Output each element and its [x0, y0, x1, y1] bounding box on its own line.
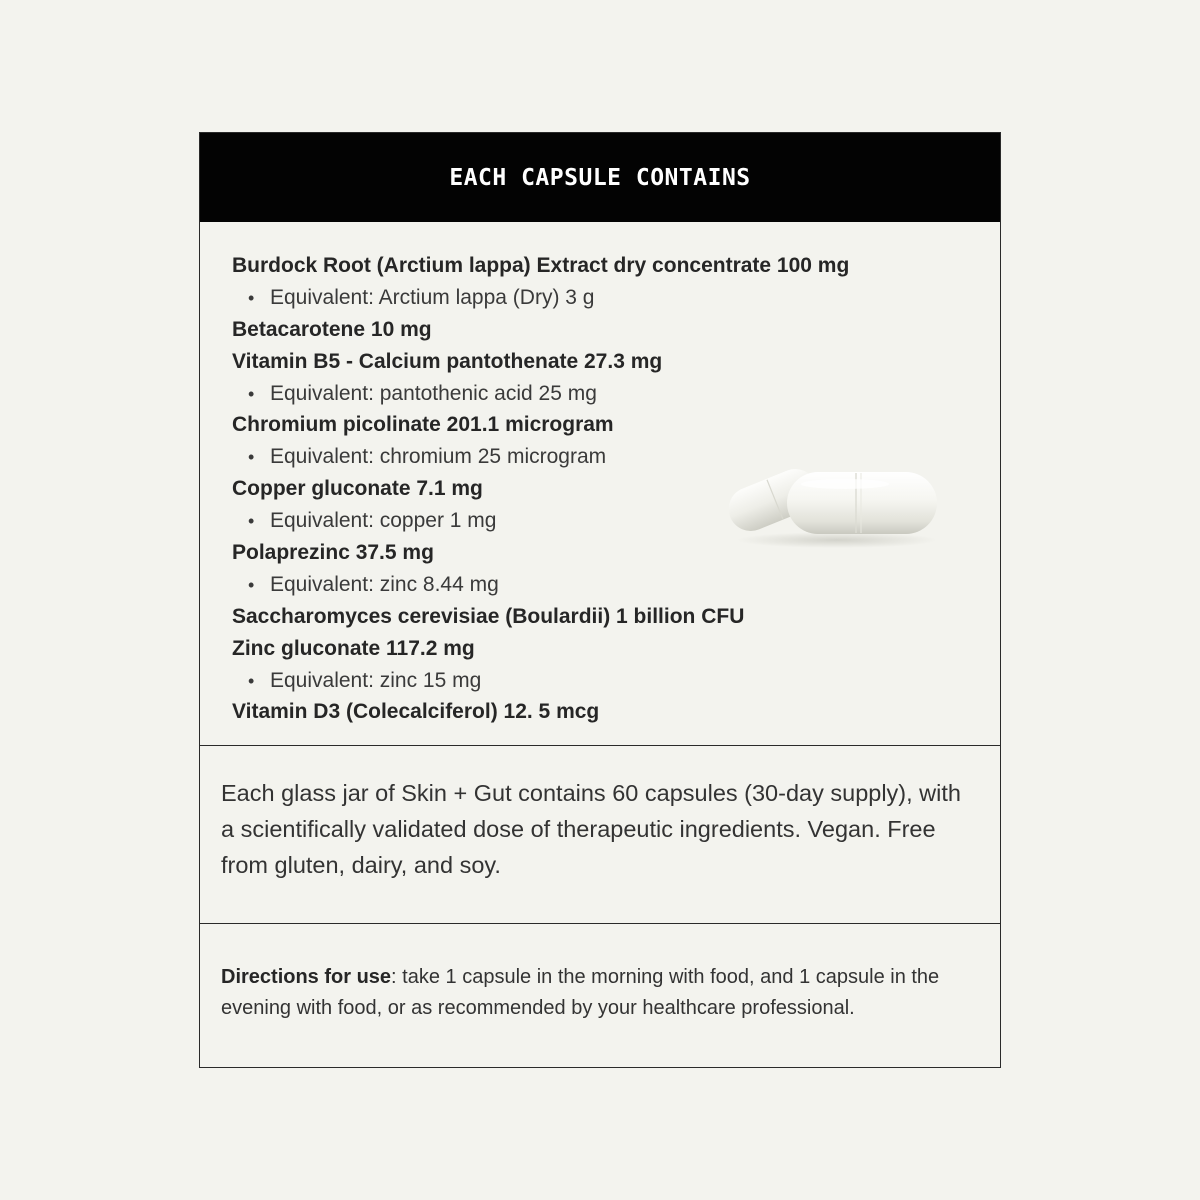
ingredient-text: Chromium picolinate 201.1 microgram [232, 413, 614, 437]
supply-section [200, 746, 1000, 924]
bullet-icon: • [248, 383, 255, 404]
bullet-icon: • [248, 511, 255, 532]
ingredient-equivalent-item [232, 569, 1000, 601]
bullet-icon: • [248, 670, 255, 691]
ingredient-equivalent-item [232, 378, 1000, 410]
ingredient-text: Zinc gluconate 117.2 mg [232, 636, 475, 660]
ingredient-text: Vitamin B5 - Calcium pantothenate 27.3 mg [232, 349, 663, 373]
ingredient-equivalent-text: Equivalent: zinc 15 mg [270, 668, 482, 692]
directions-paragraph [221, 962, 980, 1024]
ingredients-section [200, 222, 1000, 746]
ingredient-equivalent-text: Equivalent: copper 1 mg [270, 509, 497, 533]
ingredient-item [232, 696, 1000, 728]
ingredient-text: Burdock Root (Arctium lappa) Extract dry concentrate 100 mg [232, 254, 850, 277]
ingredient-equivalent-text: Equivalent: zinc 8.44 mg [270, 572, 499, 596]
ingredient-text: Saccharomyces cerevisiae (Boulardii) 1 billion CFU [232, 604, 745, 628]
ingredient-equivalent-text: Equivalent: pantothenic acid 25 mg [270, 381, 597, 405]
ingredient-item [232, 346, 1000, 378]
card-header [200, 133, 1000, 222]
capsule-photo-icon [725, 460, 940, 550]
directions-label: Directions for use [221, 966, 392, 988]
supplement-facts-card [199, 132, 1001, 1068]
directions-section [200, 924, 1000, 1024]
ingredient-text: Vitamin D3 (Colecalciferol) 12. 5 mcg [232, 700, 600, 724]
ingredient-item [232, 633, 1000, 665]
ingredient-text: Betacarotene 10 mg [232, 317, 432, 341]
ingredient-equivalent-text: Equivalent: Arctium lappa (Dry) 3 g [270, 285, 595, 309]
ingredient-text: Polaprezinc 37.5 mg [232, 541, 434, 565]
bullet-icon: • [248, 574, 255, 595]
directions-text: : take 1 capsule in the morning with food, and 1 capsule in the evening with food, or as recommended by your healthcare professional. [221, 966, 940, 1019]
ingredient-item [232, 601, 1000, 633]
card-header-title: EACH CAPSULE CONTAINS [449, 164, 751, 191]
ingredient-item [232, 314, 1000, 346]
ingredient-equivalent-text: Equivalent: chromium 25 microgram [270, 445, 607, 469]
bullet-icon: • [248, 287, 255, 308]
ingredient-item [232, 409, 1000, 441]
ingredient-equivalent-item [232, 665, 1000, 697]
supply-text: Each glass jar of Skin + Gut contains 60 capsules (30-day supply), with a scientifically validated dose of therapeutic ingredients. Vegan. Free from gluten, dairy, and soy. [221, 780, 961, 878]
ingredient-equivalent-item [232, 282, 1000, 314]
ingredient-item [232, 250, 1000, 282]
ingredient-text: Copper gluconate 7.1 mg [232, 477, 483, 501]
bullet-icon: • [248, 447, 255, 468]
